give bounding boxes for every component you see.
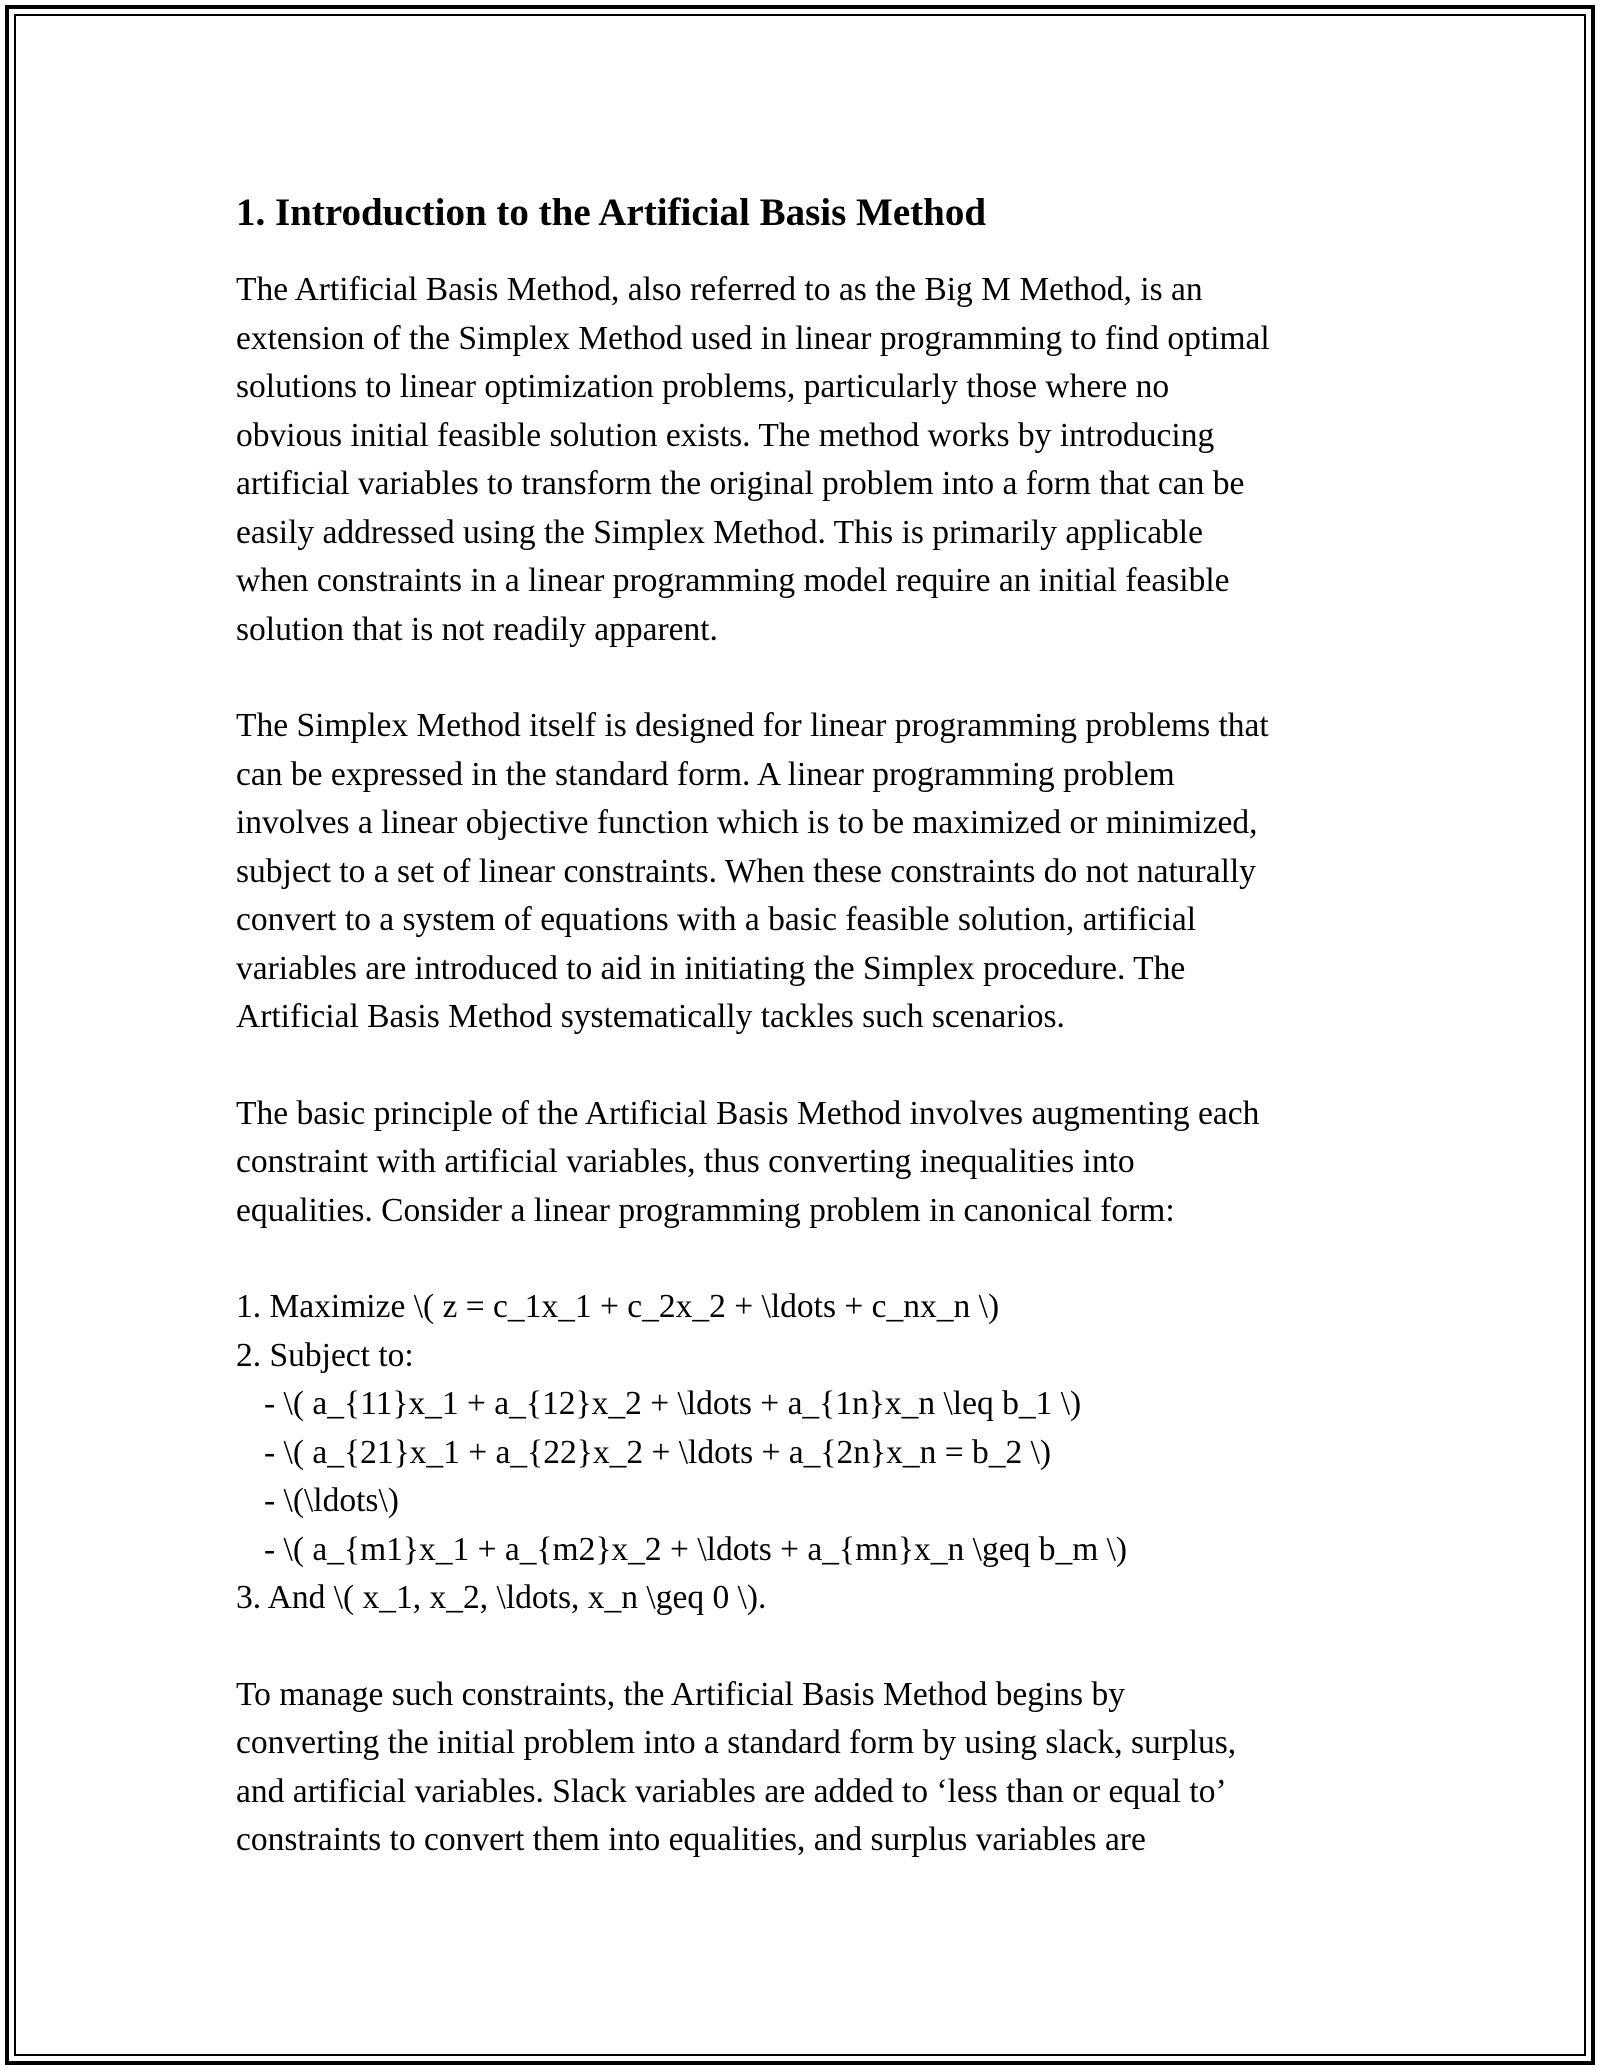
constraint-line: - \( a_{21}x_1 + a_{22}x_2 + \ldots + a_{2n}x_n = b_2 \)	[264, 1433, 1052, 1471]
paragraph-standard-form: To manage such constraints, the Artificial Basis Method begins by converting the initial problem into a standard form by using slack, surplus, and artificial variables. Slack variables are added to ‘less than or equal to’ constraints to convert them into equalities, and surplus variables are	[236, 1675, 1237, 1858]
section-heading: 1. Introduction to the Artificial Basis Method	[236, 191, 987, 234]
document-body	[236, 182, 1386, 1913]
problem-formulation-list	[236, 1283, 1386, 1623]
paragraph-simplex: The Simplex Method itself is designed for linear programming problems that can be expressed in the standard form. A linear programming problem involves a linear objective function which is to be maximized or minimized, subject to a set of linear constraints. When these constraints do not naturally convert to a system of equations with a basic feasible solution, artificial variables are introduced to aid in initiating the Simplex procedure. The Artificial Basis Method systematically tackles such scenarios.	[236, 707, 1269, 1035]
list-item-subject-to: 2. Subject to:	[236, 1336, 414, 1374]
list-item-objective: 1. Maximize \( z = c_1x_1 + c_2x_2 + \ldots + c_nx_n \)	[236, 1288, 1000, 1325]
constraint-line: - \(\ldots\)	[264, 1482, 399, 1519]
constraint-line: - \( a_{11}x_1 + a_{12}x_2 + \ldots + a_{1n}x_n \leq b_1 \)	[264, 1385, 1082, 1422]
list-item-nonnegativity: 3. And \( x_1, x_2, \ldots, x_n \geq 0 \).	[236, 1579, 767, 1616]
paragraph-principle: The basic principle of the Artificial Basis Method involves augmenting each constraint with artificial variables, thus converting inequalities into equalities. Consider a linear programming problem in canonical form:	[236, 1094, 1260, 1229]
paragraph-intro: The Artificial Basis Method, also referred to as the Big M Method, is an extension of the Simplex Method used in linear programming to find optimal solutions to linear optimization problems, particularly those where no obvious initial feasible solution exists. The method works by introducing artificial variables to transform the original problem into a form that can be easily addressed using the Simplex Method. This is primarily applicable when constraints in a linear programming model require an initial feasible solution that is not readily apparent.	[236, 271, 1270, 648]
constraint-line: - \( a_{m1}x_1 + a_{m2}x_2 + \ldots + a_{mn}x_n \geq b_m \)	[264, 1530, 1128, 1568]
